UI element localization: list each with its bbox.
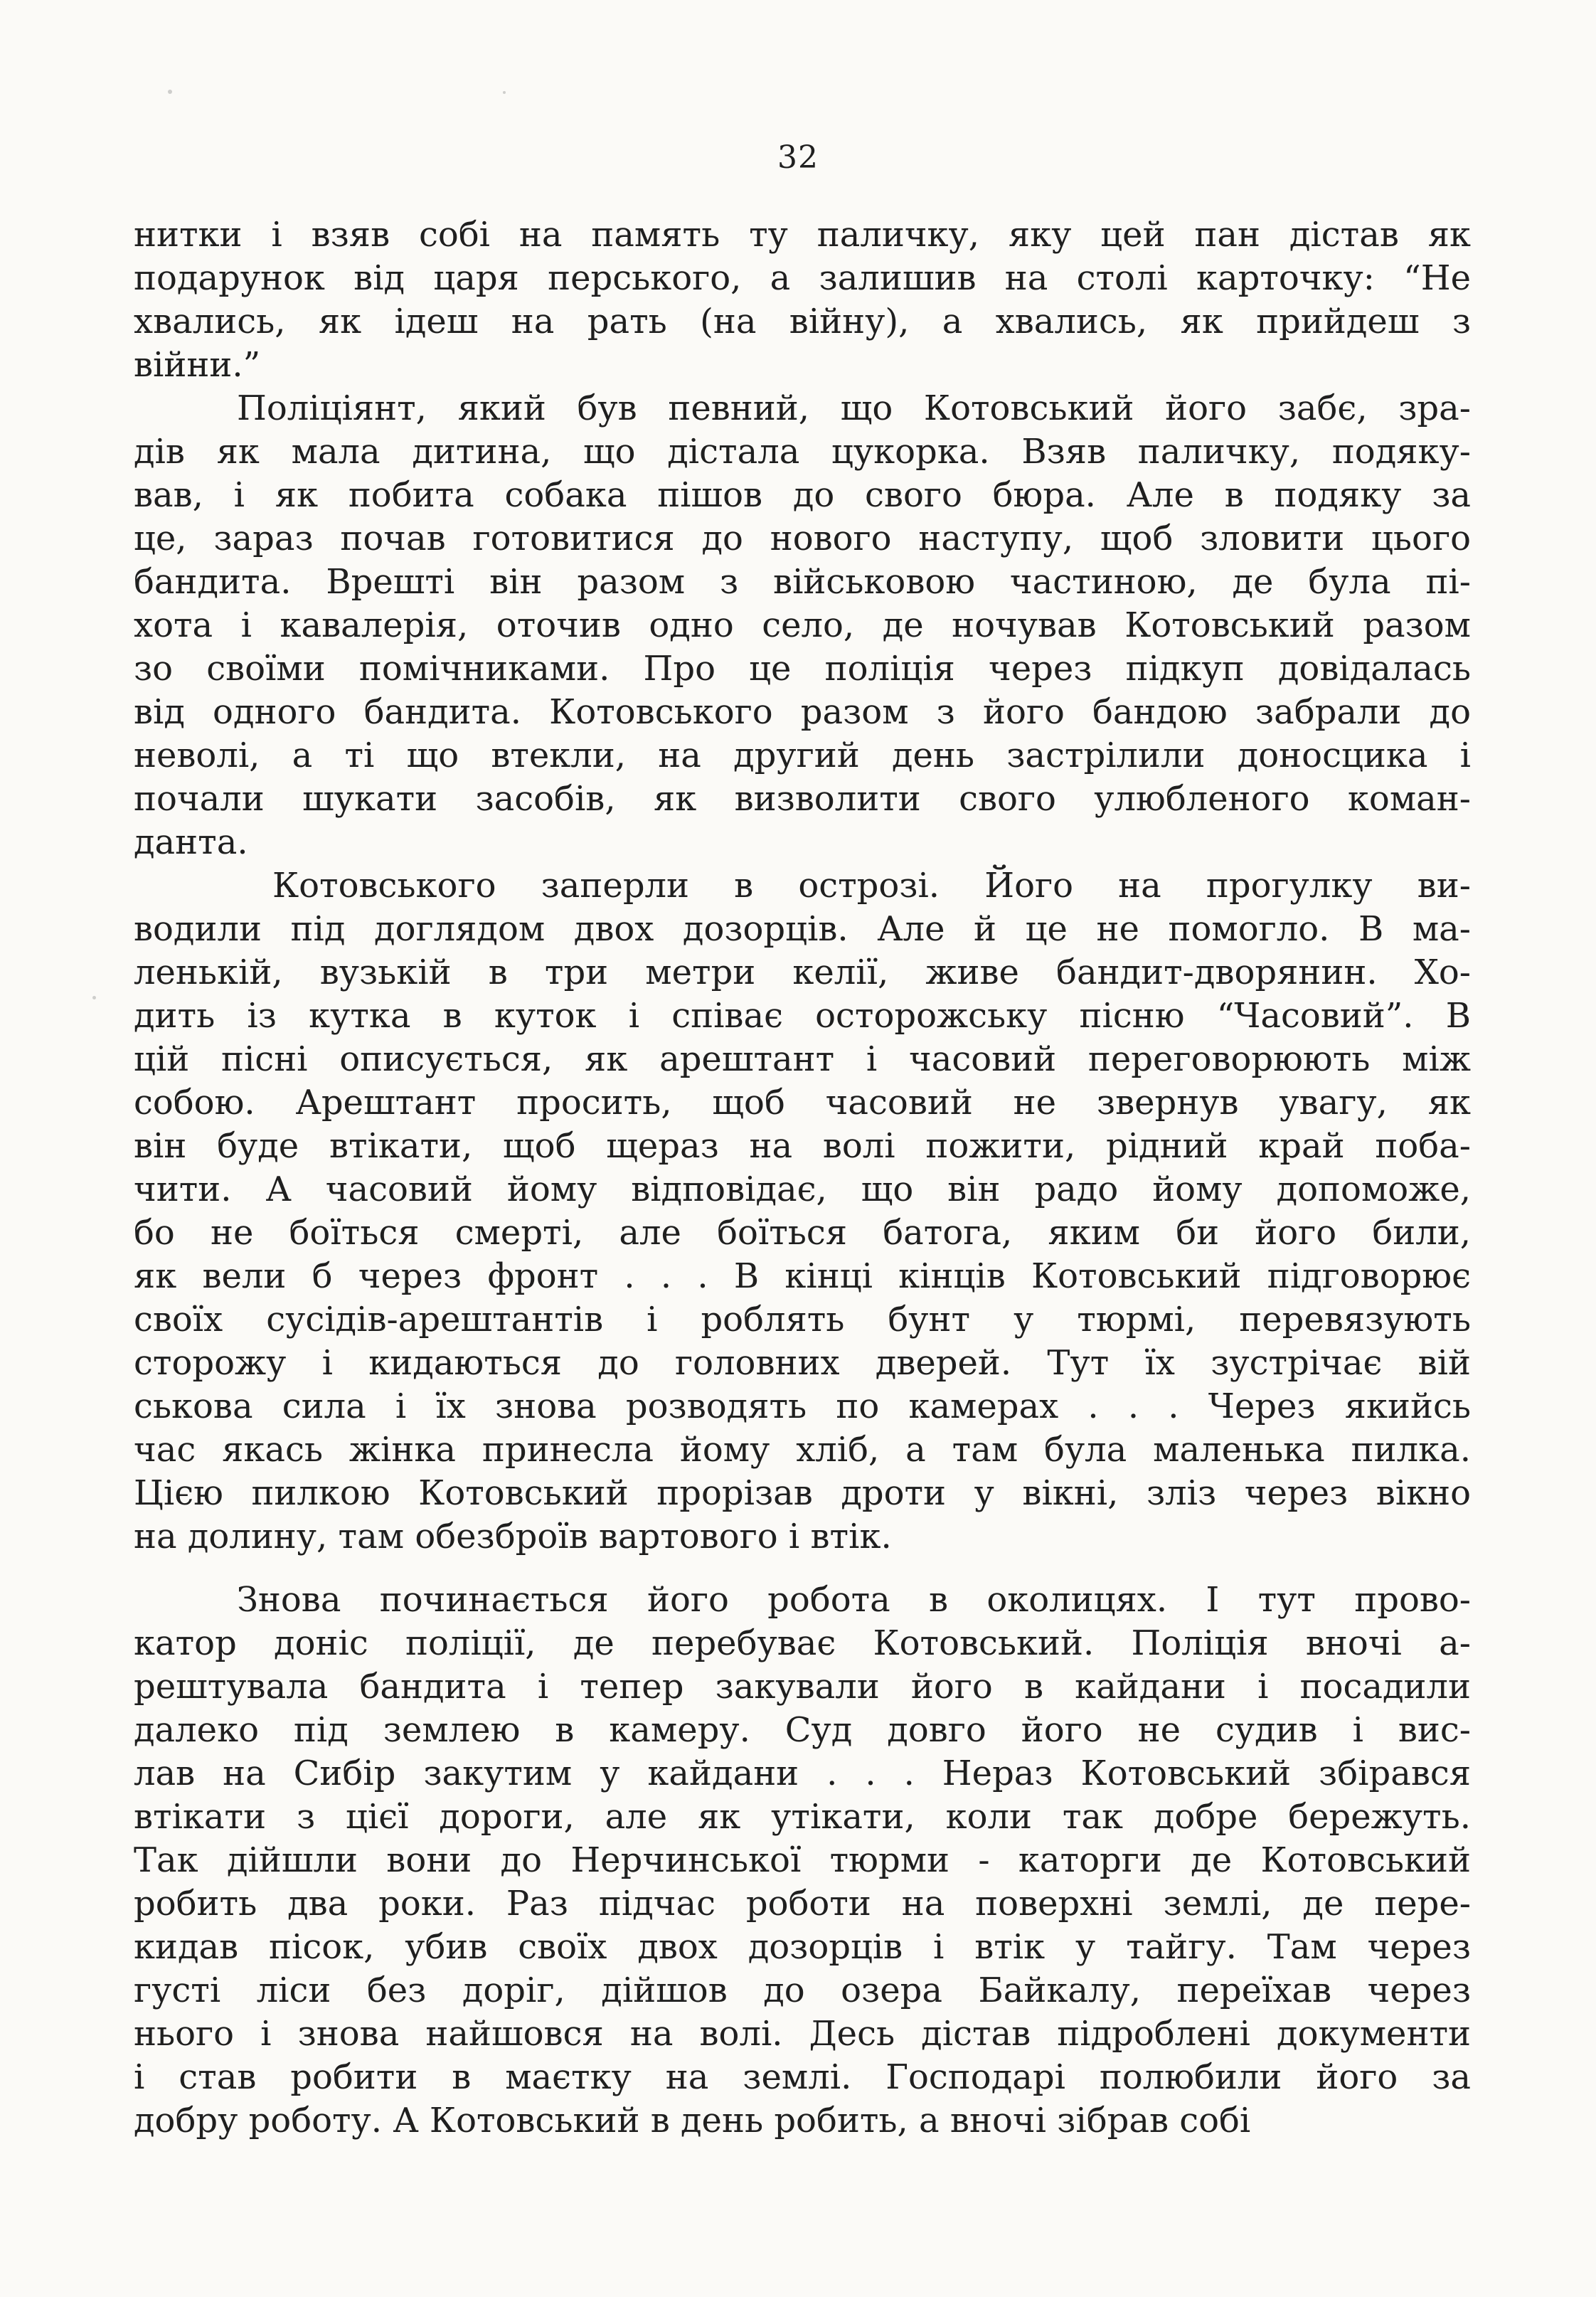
- text-line: ськова сила і їх знова розводять по камерах . . . Через якийсь: [134, 1386, 1471, 1426]
- paragraph-4: [134, 1579, 1471, 2143]
- text-line: від одного бандита. Котовського разом з його бандою забрали до: [134, 692, 1471, 732]
- text-line: як вели б через фронт . . . В кінці кінців Котовський підговорює: [134, 1256, 1471, 1296]
- text-line: нього і знова найшовся на волі. Десь дістав підроблені документи: [134, 2014, 1471, 2054]
- text-line: втікати з цієї дороги, але як утікати, коли так добре бережуть.: [134, 1797, 1471, 1837]
- text-line: чити. А часовий йому відповідає, що він радо йому допоможе,: [134, 1169, 1471, 1209]
- paper-speck: [92, 996, 96, 999]
- text-line: неволі, а ті що втекли, на другий день застрілили доносцика і: [134, 736, 1471, 775]
- text-line: зо своїми помічниками. Про це поліція через підкуп довідалась: [134, 649, 1471, 689]
- text-line: він буде втікати, щоб щераз на волі пожити, рідний край поба-: [134, 1126, 1471, 1166]
- text-line: Знова починається його робота в околицях. І тут прово-: [237, 1580, 1471, 1620]
- text-line: своїх сусідів-арештантів і роблять бунт у тюрмі, перевязують: [134, 1300, 1471, 1340]
- text-line: хвались, як ідеш на рать (на війну), а хвались, як прийдеш з: [134, 302, 1471, 341]
- paragraph-3: [134, 864, 1471, 1559]
- text-line: нитки і взяв собі на память ту паличку, яку цей пан дістав як: [134, 215, 1471, 255]
- paper-speck: [503, 91, 506, 94]
- text-line: час якась жінка принесла йому хліб, а там була маленька пилка.: [134, 1430, 1471, 1470]
- text-line: катор доніс поліції, де перебуває Котовський. Поліція вночі а-: [134, 1623, 1471, 1663]
- text-line: і став робити в маєтку на землі. Господарі полюбили його за: [134, 2057, 1471, 2097]
- paragraph-gap: [134, 1559, 1471, 1579]
- text-line: данта.: [134, 822, 248, 862]
- text-line: бандита. Врешті він разом з військовою частиною, де була пі-: [134, 562, 1471, 602]
- text-line: кидав пісок, убив своїх двох дозорців і втік у тайгу. Там через: [134, 1927, 1471, 1967]
- text-line: подарунок від царя перського, а залишив на столі карточку: “Не: [134, 258, 1471, 298]
- text-line: добру роботу. А Котовський в день робить, а вночі зібрав собі: [134, 2101, 1251, 2140]
- text-line: дить із кутка в куток і співає осторожську пісню “Часовий”. В: [134, 996, 1471, 1036]
- text-line: цій пісні описується, як арештант і часовий переговорюють між: [134, 1039, 1471, 1079]
- text-line: Так дійшли вони до Нерчинської тюрми - каторги де Котовський: [134, 1840, 1471, 1880]
- paragraph-1: [134, 213, 1471, 387]
- page-number: 32: [777, 139, 819, 176]
- text-line: це, зараз почав готовитися до нового наступу, щоб зловити цього: [134, 519, 1471, 558]
- text-line: ленькій, вузькій в три метри келії, живе бандит-дворянин. Хо-: [134, 953, 1471, 992]
- text-line: Цією пилкою Котовський прорізав дроти у вікні, зліз через вікно: [134, 1473, 1471, 1513]
- text-line: хота і кавалерія, оточив одно село, де ночував Котовський разом: [134, 605, 1471, 645]
- text-line: бо не боїться смерті, але боїться батога, яким би його били,: [134, 1213, 1471, 1253]
- paragraph-2: [134, 387, 1471, 864]
- text-line: рештувала бандита і тепер закували його в кайдани і посадили: [134, 1667, 1471, 1707]
- text-line: робить два роки. Раз підчас роботи на поверхні землі, де пере-: [134, 1884, 1471, 1924]
- text-line: вав, і як побита собака пішов до свого бюра. Але в подяку за: [134, 475, 1471, 515]
- text-line: водили під доглядом двох дозорців. Але й це не помогло. В ма-: [134, 909, 1471, 949]
- body-text: [134, 213, 1471, 2143]
- text-line: Котовського заперли в острозі. Його на прогулку ви-: [272, 866, 1471, 906]
- text-line: собою. Арештант просить, щоб часовий не звернув увагу, як: [134, 1083, 1471, 1123]
- text-line: Поліціянт, який був певний, що Котовський його забє, зра-: [237, 388, 1471, 428]
- text-line: почали шукати засобів, як визволити свого улюбленого коман-: [134, 779, 1471, 819]
- text-line: лав на Сибір закутим у кайдани . . . Нераз Котовський збірався: [134, 1754, 1471, 1793]
- text-line: густі ліси без доріг, дійшов до озера Байкалу, переїхав через: [134, 1970, 1471, 2010]
- text-line: дів як мала дитина, що дістала цукорка. Взяв паличку, подяку-: [134, 432, 1471, 472]
- text-line: війни.”: [134, 345, 261, 385]
- text-line: сторожу і кидаються до головних дверей. Тут їх зустрічає вій: [134, 1343, 1471, 1383]
- text-line: на долину, там обезброїв вартового і втік.: [134, 1517, 892, 1556]
- paper-speck: [168, 90, 172, 94]
- text-line: далеко під землею в камеру. Суд довго його не судив і вис-: [134, 1710, 1471, 1750]
